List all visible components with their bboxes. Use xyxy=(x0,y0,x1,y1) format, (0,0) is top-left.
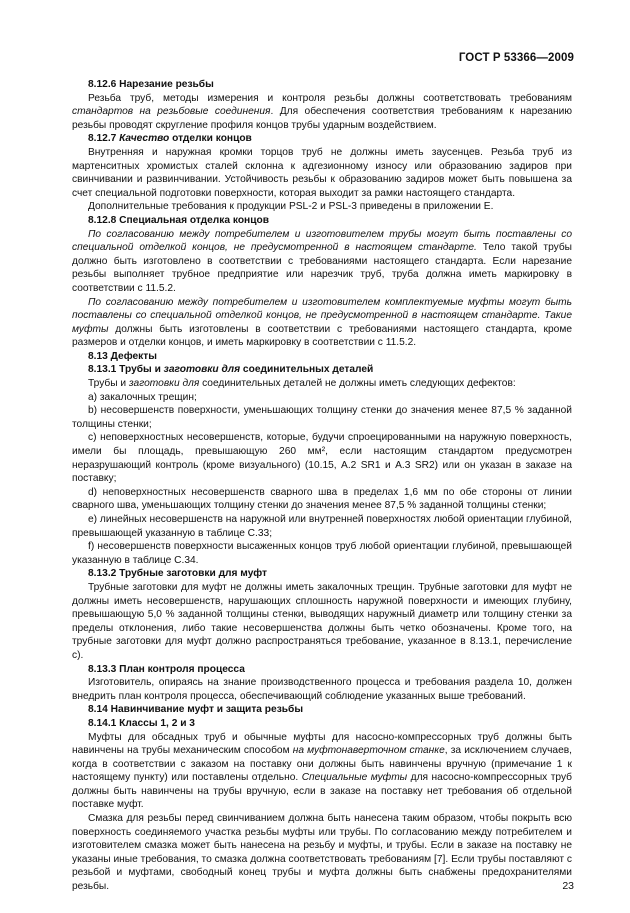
italic-text: Качество xyxy=(119,133,170,145)
text-run: 8.14.1 Классы 1, 2 и 3 xyxy=(88,717,195,729)
text-run: Смазка для резьбы перед свинчиванием должна быть нанесена таким образом, чтобы покрыть всю поверхность соединяемого участка резьбы муфты или трубы. По согласованию между потребителем и изготовителем смазка может быть нанесена на резьбу и муфты, и трубы. Если в заказе на поставку не указаны иные требования, то смазка должна соответствовать требованиям [7]. Если трубы поставляют с резьбой и муфтами, свободный конец трубы и муфта должны быть снабжены предохранителями резьбы. xyxy=(72,813,572,893)
paragraph xyxy=(72,581,572,663)
paragraph xyxy=(72,731,572,813)
text-run: Изготовитель, опираясь на знание производственного процесса и требования раздела 10, должен внедрить план контроля процесса, обеспечивающий соблюдение указанных выше требований. xyxy=(72,677,572,702)
text-run: отделки концов xyxy=(169,133,252,145)
section-heading xyxy=(72,350,572,364)
text-run: соединительных деталей xyxy=(240,364,374,376)
paragraph xyxy=(72,513,572,540)
standard-code-header: ГОСТ Р 53366—2009 xyxy=(458,52,574,64)
text-run: для насосно-компрессорных труб должны быть навинчены на трубы вручную, если в заказе на поставку нет требования об отдельной поставке муфт. xyxy=(72,772,572,811)
paragraph xyxy=(72,200,572,214)
section-heading xyxy=(72,663,572,677)
section-heading xyxy=(72,717,572,731)
paragraph xyxy=(72,404,572,431)
text-run: 8.12.7 xyxy=(88,133,120,145)
paragraph xyxy=(72,146,572,200)
text-run: Муфты для обсадных труб и обычные муфты для насосно-компрессорных труб должны быть навинчены на трубы механическим способом xyxy=(72,731,572,757)
text-run: a) закалочных трещин; xyxy=(88,391,197,403)
paragraph xyxy=(72,431,572,485)
text-run: c) неповерхностных несовершенств, которые, будучи спроецированными на наружную поверхность, имели бы площадь, превышающую 260 мм², если настоящим стандартом предусмотрен неразрушающий контроль (кроме визуального) (10.15, А.2 SR1 и А.3 SR2) или он указан в заказе на поставку; xyxy=(72,432,572,485)
page-number: 23 xyxy=(562,880,574,892)
italic-text: заготовки для xyxy=(128,378,200,390)
text-run: , за исключением случаев, когда в соответствии с заказом на поставку они должны быть навинчены вручную (примечание 1 к настоящему пункту) или поставлены отдельно. xyxy=(72,745,573,784)
paragraph xyxy=(72,92,572,133)
document-body xyxy=(72,78,572,894)
text-run: 8.14 Навинчивание муфт и защита резьбы xyxy=(88,704,304,716)
section-heading xyxy=(72,78,572,92)
text-run: Дополнительные требования к продукции PSL-2 и PSL-3 приведены в приложении Е. xyxy=(88,201,494,213)
paragraph xyxy=(72,812,572,894)
paragraph xyxy=(72,486,572,513)
text-run: соединительных деталей не должны иметь следующих дефектов: xyxy=(199,378,516,390)
paragraph xyxy=(72,391,572,405)
text-run: 8.13.3 План контроля процесса xyxy=(88,663,245,675)
text-run: b) несовершенств поверхности, уменьшающих толщину стенки до значения менее 87,5 % заданной толщины стенки; xyxy=(72,405,572,430)
text-run: 8.13.2 Трубные заготовки для муфт xyxy=(88,568,268,580)
text-run: d) неповерхностных несовершенств сварного шва в пределах 1,6 мм по обе стороны от линии сварного шва, уменьшающих толщину стенки до значения менее 87,5 % заданной толщины стенки; xyxy=(72,486,572,512)
paragraph xyxy=(72,540,572,567)
text-run: . Для обеспечения соответствия требованиям к нарезанию резьбы проводят скругление профиля концов трубы ударным воздействием. xyxy=(72,106,572,131)
text-run: Трубные заготовки для муфт не должны иметь закалочных трещин. Трубные заготовки для муфт не должны иметь несовершенств, нарушающих сплошность наружной поверхности и имеющих глубину, превышающую 5,0 % заданной толщины стенки, выводящих наружный диаметр или толщину стенки за пределы отклонения, либо такие несовершенства должны быть четко обозначены. Кроме того, на трубные заготовки для муфт должно распространяться требование, указанное в 8.13.1, перечисление c). xyxy=(72,581,572,661)
italic-text: По согласованию между потребителем и изготовителем трубы могут быть поставлены со специальной отделкой концов, не предусмотренной в настоящем стандарте. xyxy=(72,228,572,254)
section-heading xyxy=(72,703,572,717)
paragraph xyxy=(72,228,572,296)
text-run: e) линейных несовершенств на наружной или внутренней поверхностях любой ориентации глубиной, превышающей указанную в таблице С.33; xyxy=(72,514,572,539)
text-run: Трубы и xyxy=(88,378,129,390)
section-heading xyxy=(72,214,572,228)
italic-text: Специальные муфты xyxy=(301,772,408,784)
section-heading xyxy=(72,567,572,581)
text-run: 8.13 Дефекты xyxy=(88,350,157,362)
text-run: должны быть изготовлены в соответствии с требованиями настоящего стандарта, кроме размеров и отделки концов, и иметь маркировку в соответствии с 11.5.2. xyxy=(72,323,572,349)
text-run: Внутренняя и наружная кромки торцов труб не должны иметь заусенцев. Резьба труб из мартенситных хромистых сталей склонна к адгезионному износу или образованию задиров при свинчивании и развинчивании. Устойчивость резьбы к образованию задиров может быть повышена за счет специальной подготовки поверхности, которая выходит за рамки настоящего стандарта. xyxy=(72,146,572,199)
italic-text: заготовки для xyxy=(163,364,241,376)
text-run: Тело такой трубы должно быть изготовлено в соответствии с требованиями настоящего стандарта. Если нарезание резьбы выполняет трубное предприятие или нарезчик труб, труба должна иметь маркировку в соответствии с 11.5.2. xyxy=(72,242,573,294)
italic-text: на муфтонаверточном станке xyxy=(292,745,445,757)
text-run: f) несовершенств поверхности высаженных концов труб любой ориентации глубиной, превышающей указанную в таблице С.34. xyxy=(72,541,572,566)
section-heading xyxy=(72,132,572,146)
paragraph xyxy=(72,296,572,350)
text-run: 8.13.1 Трубы и xyxy=(88,364,164,376)
paragraph xyxy=(72,676,572,703)
text-run: 8.12.6 Нарезание резьбы xyxy=(88,79,214,90)
text-run: Резьба труб, методы измерения и контроля резьбы должны соответствовать требованиям xyxy=(88,92,572,104)
paragraph xyxy=(72,377,572,391)
italic-text: стандартов на резьбовые соединения xyxy=(72,106,271,118)
section-heading xyxy=(72,363,572,377)
italic-text: По согласованию между потребителем и изготовителем комплектуемые муфты могут быть поставлены со специальной отделкой концов, не предусмотренной в настоящем стандарте. Такие муфты xyxy=(72,296,572,335)
text-run: 8.12.8 Специальная отделка концов xyxy=(88,214,269,226)
